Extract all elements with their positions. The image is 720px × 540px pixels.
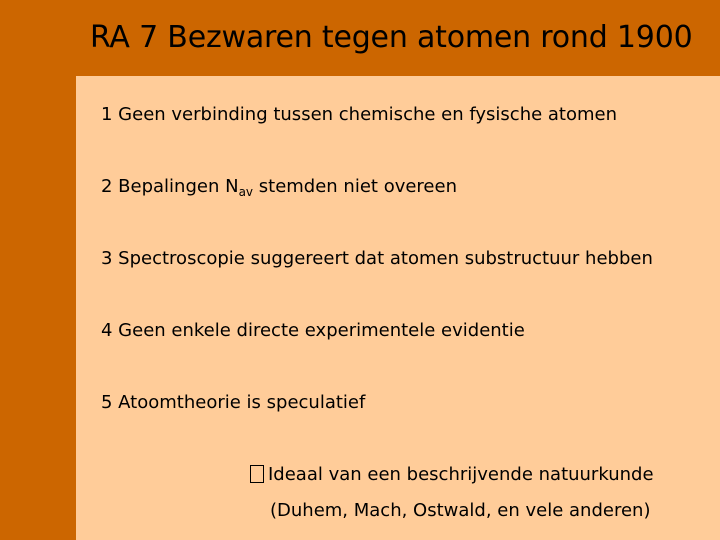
objection-item-4: 4 Geen enkele directe experimentele evidentie xyxy=(101,320,525,341)
avogadro-subscript: av xyxy=(238,185,254,199)
objection-item-3: 3 Spectroscopie suggereert dat atomen substructuur hebben xyxy=(101,248,653,269)
objection-item-1: 1 Geen verbinding tussen chemische en fysische atomen xyxy=(101,104,618,125)
slide-title: RA 7 Bezwaren tegen atomen rond 1900 xyxy=(90,20,693,55)
missing-glyph-icon xyxy=(250,465,264,483)
objection-item-2-prefix: 2 Bepalingen N xyxy=(101,176,239,197)
conclusion-text: Ideaal van een beschrijvende natuurkunde xyxy=(268,464,654,485)
objection-item-2-suffix: stemden niet overeen xyxy=(253,176,457,197)
objection-item-5: 5 Atoomtheorie is speculatief xyxy=(101,392,366,413)
left-frame-stripe xyxy=(0,0,76,540)
conclusion-line xyxy=(250,464,654,485)
attribution-note: (Duhem, Mach, Ostwald, en vele anderen) xyxy=(270,500,651,521)
objection-item-2 xyxy=(101,176,457,199)
